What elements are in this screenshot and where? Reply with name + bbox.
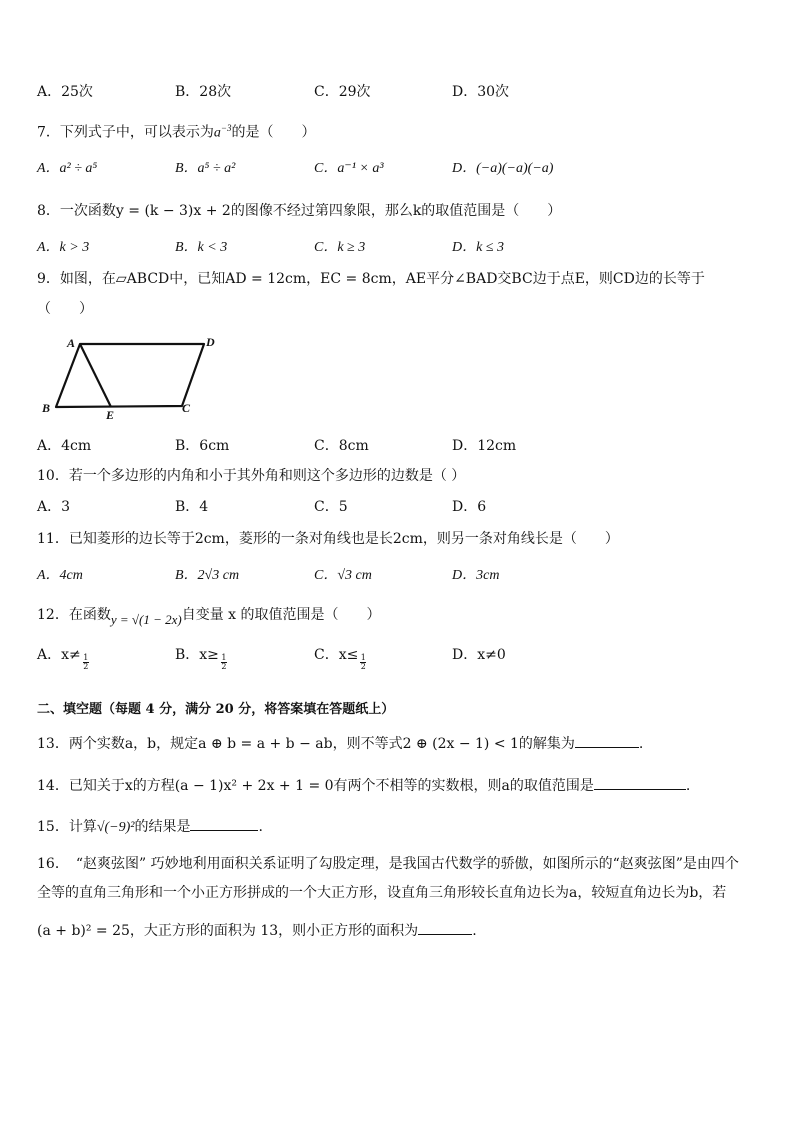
q16-text: (a + b)² = 25，大正方形的面积为 13，则小正方形的面积为 [37,923,419,939]
point-label-e: E [106,408,115,420]
point-label-c: C [182,401,191,415]
fraction-numerator: 1 [83,653,89,662]
q9-option-a: A．4cm [37,438,92,454]
point-label-d: D [206,335,215,349]
q11-option-d: D．3cm [452,568,500,583]
q11-option-b: B．2√3 cm [175,568,240,583]
q16-answer-blank[interactable] [418,920,472,935]
segment-ae [80,344,111,407]
q12-option-a [37,646,89,671]
q8-stem: 8．一次函数y = (k − 3)x + 2的图像不经过第四象限，那么k的取值范围是（ ） [37,203,562,219]
q15-stem [37,816,263,837]
q16-line-1: 16． “赵爽弦图” 巧妙地利用面积关系证明了勾股定理，是我国古代数学的骄傲，如图所示的“赵爽弦图”是由四个 [37,856,739,872]
q12-option-d: D．x≠0 [452,647,506,663]
q13-stem [37,733,643,753]
q10-option-c: C．5 [314,499,348,515]
q13-end: . [638,736,644,752]
q7-option-b: B．a⁵ ÷ a² [175,161,236,176]
q10-option-d: D．6 [452,499,487,515]
q10-option-b: B．4 [175,499,209,515]
q15-expression: √(−9)² [96,820,135,835]
point-label-a: A [67,336,76,350]
q11-option-c: C．√3 cm [314,568,372,583]
q7-option-d: D．(−a)(−a)(−a) [452,161,554,176]
fraction-numerator: 1 [221,653,227,662]
q6-option-b: B．28次 [175,84,232,100]
q7-stem-expr: a [213,125,221,141]
q12-stem-post: 自变量 x 的取值范围是（ ） [181,607,381,623]
q11-stem: 11．已知菱形的边长等于2cm，菱形的一条对角线也是长2cm，则另一条对角线长是（ ） [37,531,619,547]
q13-answer-blank[interactable] [575,733,639,748]
q7-option-c: C．a⁻¹ × a³ [314,161,384,176]
q8-option-a: A．k > 3 [37,240,90,255]
q12-option-b [175,646,227,671]
q9-stem: 9．如图，在▱ABCD中，已知AD = 12cm，EC = 8cm，AE平分∠BAD交BC边于点E，则CD边的长等于 [37,271,705,287]
q14-end: . [685,778,691,794]
q15-stem-post: 的结果是 [134,819,191,835]
q12-option-b-fraction [221,654,227,671]
q7-stem-post: 的是（ ） [231,124,316,141]
q16-line-3 [37,920,477,940]
q15-stem-pre: 15．计算 [37,819,97,835]
q7-stem [37,119,316,143]
q12-option-b-text: B．x≥ [175,647,219,663]
q14-answer-blank[interactable] [594,775,686,790]
q8-option-c: C．k ≥ 3 [314,240,366,255]
fraction-denominator: 2 [360,662,366,671]
q6-option-c: C．29次 [314,84,371,100]
q12-stem-pre: 12．在函数 [37,607,111,623]
point-label-b: B [42,401,51,415]
q11-option-a: A．4cm [37,568,83,583]
fraction-numerator: 1 [360,653,366,662]
q12-option-a-fraction [83,654,89,671]
q12-option-a-text: A．x≠ [37,647,81,663]
q16-end: . [472,923,477,939]
q12-option-c-fraction [360,654,366,671]
q15-answer-blank[interactable] [190,816,258,831]
parallelogram-abcd [56,344,204,407]
q12-stem [37,606,381,629]
parallelogram-figure [36,330,226,420]
q14-stem [37,775,690,795]
q9-stem-cont: （ ） [37,301,93,317]
q14-text: 14．已知关于x的方程(a − 1)x² + 2x + 1 = 0有两个不相等的实数根，则a的取值范围是 [37,778,594,794]
fraction-denominator: 2 [83,662,89,671]
section-2-heading: 二、填空题（每题 4 分，满分 20 分，将答案填在答题纸上） [37,702,395,717]
q8-option-d: D．k ≤ 3 [452,240,505,255]
q6-option-d: D．30次 [452,84,510,100]
q12-function: y = √(1 − 2x) [110,612,182,627]
q7-stem-exp: −3 [220,123,232,133]
q13-text: 13．两个实数a，b，规定a ⊕ b = a + b − ab，则不等式2 ⊕ (2x − 1) < 1的解集为 [37,736,575,752]
q12-option-c-text: C．x≤ [314,647,359,663]
q10-option-a: A．3 [37,499,71,515]
q7-option-a: A．a² ÷ a⁵ [37,161,98,176]
q8-option-b: B．k < 3 [175,240,228,255]
q9-option-d: D．12cm [452,438,517,454]
q15-end: . [258,819,263,835]
q16-line-2: 全等的直角三角形和一个小正方形拼成的一个大正方形，设直角三角形较长直角边长为a，较短直角边长为b，若 [37,885,727,901]
q10-stem: 10．若一个多边形的内角和小于其外角和则这个多边形的边数是（ ） [37,468,466,484]
q12-option-c [314,646,366,671]
q9-option-c: C．8cm [314,438,369,454]
q7-stem-pre: 7．下列式子中，可以表示为 [37,124,214,141]
q9-option-b: B．6cm [175,438,230,454]
q6-option-a: A．25次 [37,84,93,100]
fraction-denominator: 2 [221,662,227,671]
